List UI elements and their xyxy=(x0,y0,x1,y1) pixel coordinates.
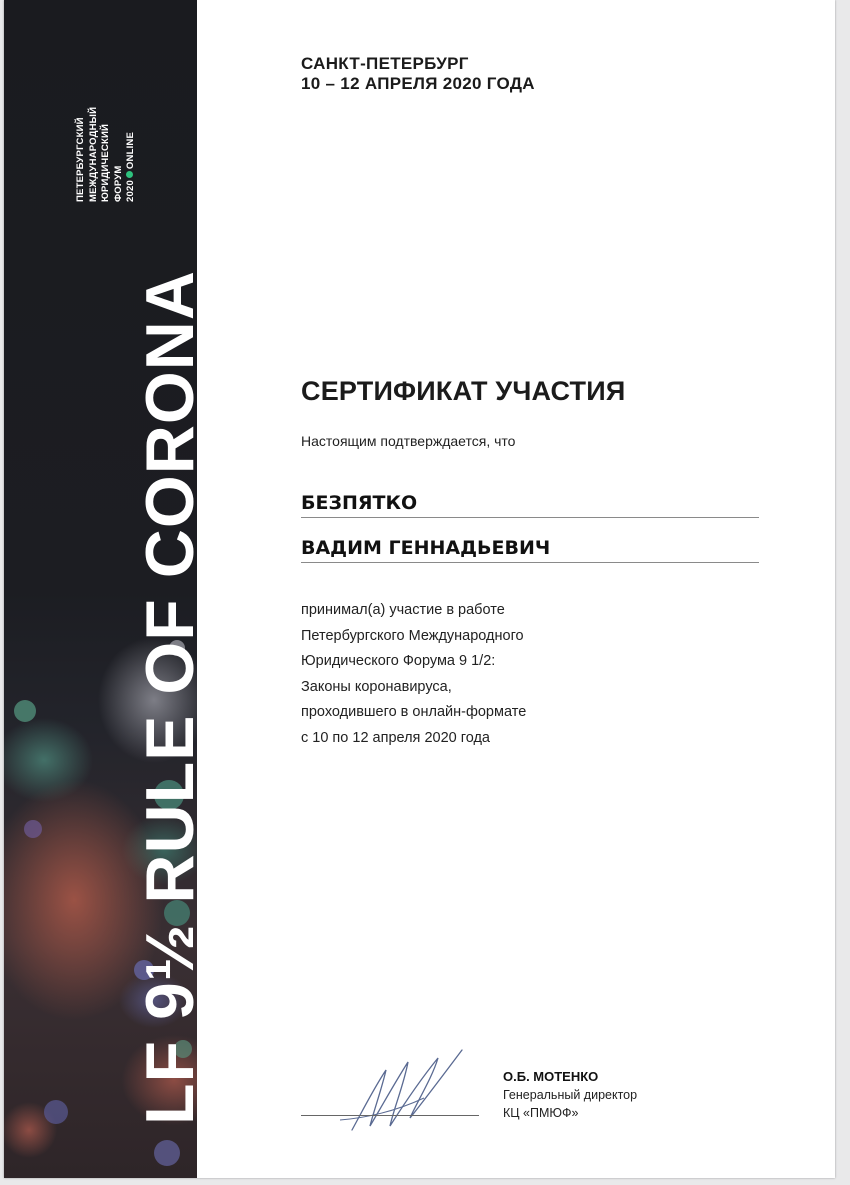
signature-image xyxy=(334,1028,474,1138)
body-line: Петербургского Международного xyxy=(301,627,524,644)
online-dot-icon xyxy=(126,171,133,178)
forum-line: ФОРУМ xyxy=(112,165,124,202)
confirm-text: Настоящим подтверждается, что xyxy=(301,433,516,449)
body-line: принимал(а) участие в работе xyxy=(301,602,505,618)
body-line: с 10 по 12 апреля 2020 года xyxy=(301,729,490,746)
forum-line: ЮРИДИЧЕСКИЙ xyxy=(100,123,112,202)
signer-org: КЦ «ПМЮФ» xyxy=(503,1106,579,1120)
band-title: LF 9½ RULE OF CORONA xyxy=(132,270,208,1125)
participation-text xyxy=(301,598,526,751)
participant-given-names: ВАДИМ ГЕННАДЬЕВИЧ xyxy=(301,537,759,563)
signer-position: Генеральный директор xyxy=(503,1088,638,1102)
forum-year: 2020 xyxy=(125,180,137,202)
signer-block xyxy=(503,1068,637,1122)
participant-surname: БЕЗПЯТКО xyxy=(301,492,759,518)
event-location xyxy=(301,54,535,94)
body-line: проходившего в онлайн-формате xyxy=(301,704,527,720)
forum-label xyxy=(75,52,141,202)
signature-line xyxy=(301,1115,479,1116)
forum-line: МЕЖДУНАРОДНЫЙ xyxy=(87,106,99,202)
left-decorative-band xyxy=(4,0,208,1178)
body-line: Юридического Форума 9 1/2: xyxy=(301,653,496,669)
certificate-title: СЕРТИФИКАТ УЧАСТИЯ xyxy=(301,376,626,406)
forum-online: ONLINE xyxy=(125,131,137,170)
city-name: САНКТ-ПЕТЕРБУРГ xyxy=(301,54,469,73)
body-line: Законы коронавируса, xyxy=(301,678,452,695)
event-dates: 10 – 12 АПРЕЛЯ 2020 ГОДА xyxy=(301,74,535,93)
forum-line: ПЕТЕРБУРГСКИЙ xyxy=(75,117,86,202)
certificate-page xyxy=(4,0,835,1178)
signer-name: О.Б. МОТЕНКО xyxy=(503,1069,599,1084)
